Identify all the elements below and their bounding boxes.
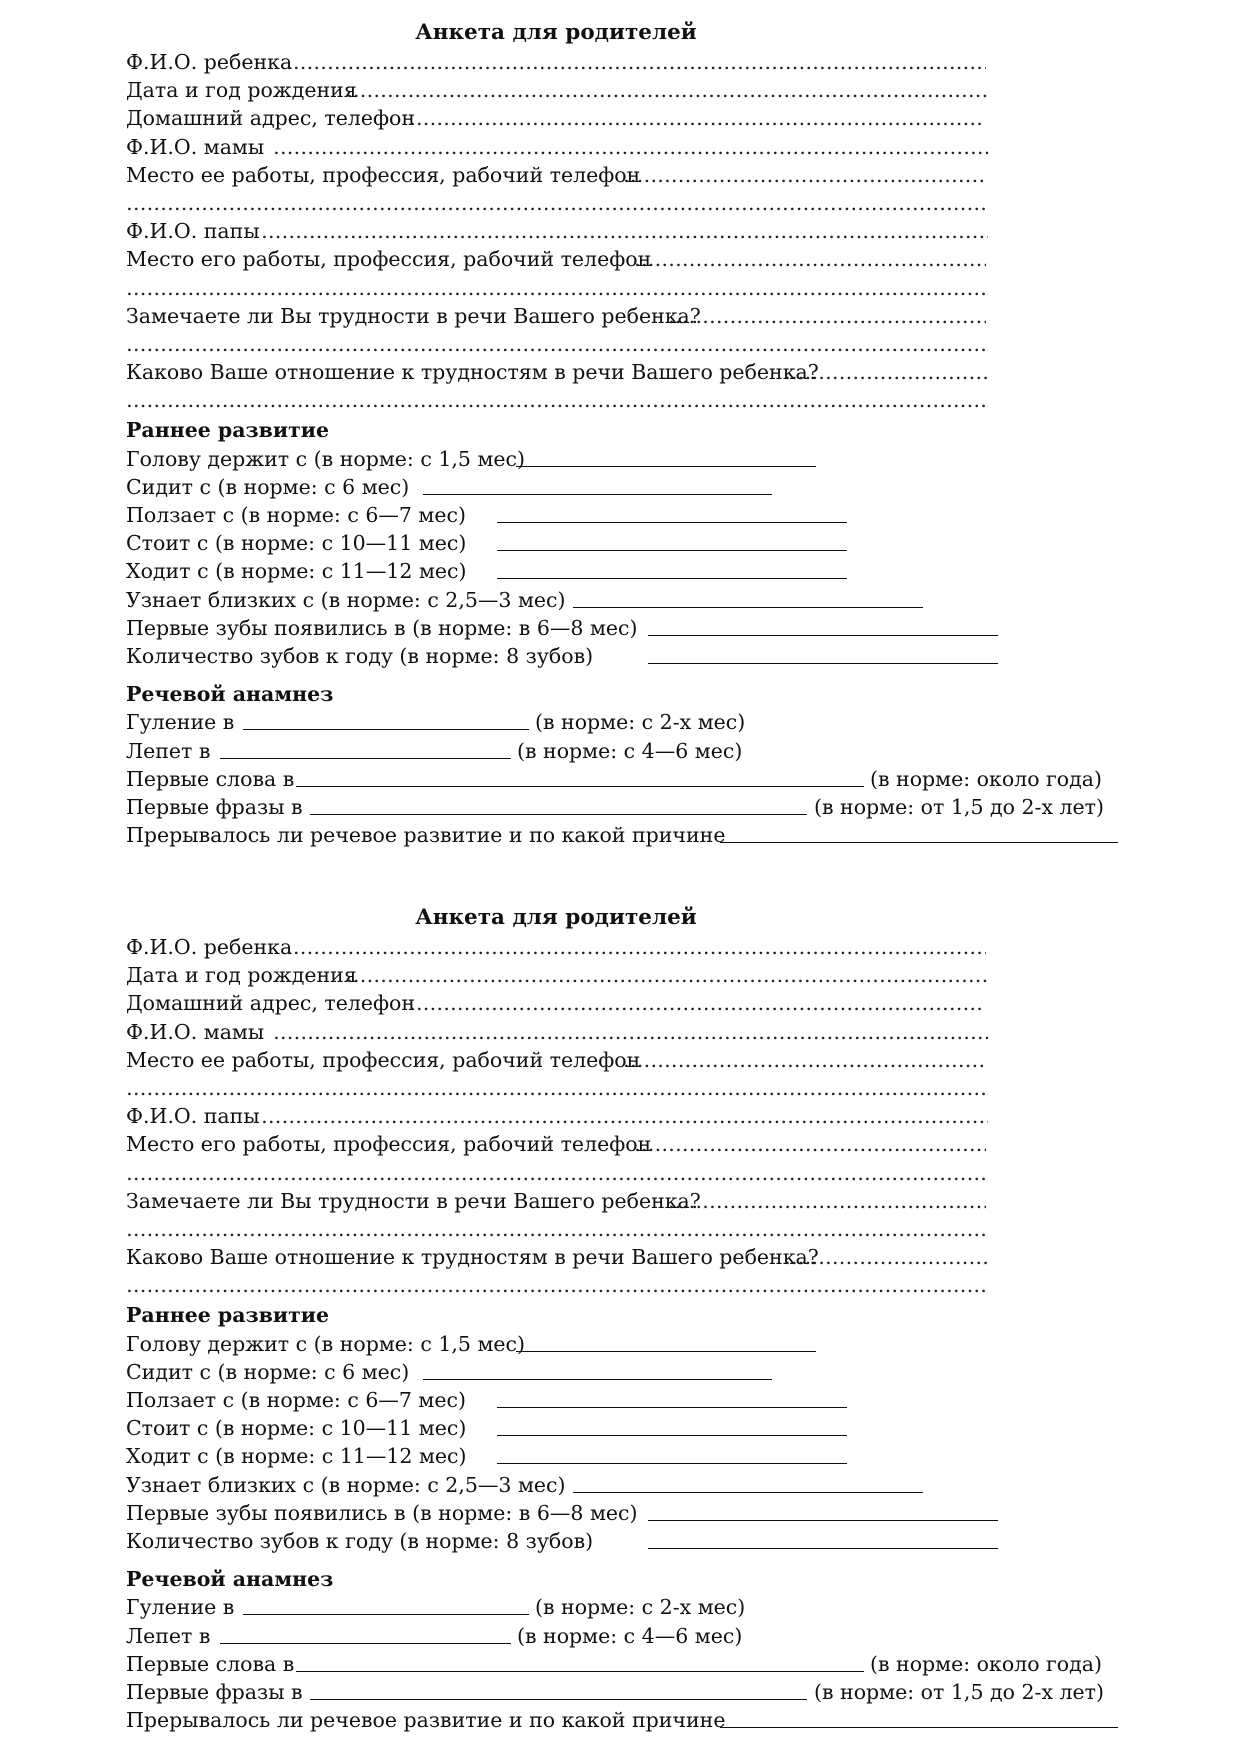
form-title: Анкета для родителей [415, 905, 697, 930]
interrupted-label: Прерывалось ли речевое развитие и по какой причине [126, 823, 726, 848]
recognizes-blank[interactable] [573, 586, 923, 614]
walking-row [126, 1442, 1126, 1470]
first-phrases-label: Первые фразы в [126, 794, 303, 819]
father-name-label: Ф.И.О. папы [126, 219, 260, 244]
mother-work-field-2[interactable] [126, 1074, 988, 1102]
mother-name-label: Ф.И.О. мамы [126, 134, 265, 159]
mother-work-field-2[interactable] [126, 189, 988, 217]
standing-blank[interactable] [497, 529, 847, 557]
interrupted-row [126, 821, 1126, 849]
difficulties-answer-field-2[interactable] [126, 330, 988, 358]
father-name-row [126, 217, 1126, 245]
cooing-blank[interactable] [243, 1593, 529, 1621]
mother-work-field[interactable] [623, 161, 983, 189]
standing-label: Стоит с (в норме: с 10—11 мес) [126, 531, 467, 556]
first-words-label: Первые слова в [126, 766, 295, 791]
head-holding-label: Голову держит с (в норме: с 1,5 мес) [126, 446, 526, 471]
standing-row [126, 529, 1126, 557]
attitude-question-row [126, 358, 1126, 386]
recognizes-blank[interactable] [573, 1471, 923, 1499]
difficulties-continuation [126, 1215, 1126, 1243]
first-phrases-blank[interactable] [310, 1678, 807, 1706]
attitude-question-label: Каково Ваше отношение к трудностям в речи Вашего ребенка? [126, 1245, 819, 1270]
attitude-answer-field[interactable] [784, 1243, 989, 1271]
attitude-question-label: Каково Ваше отношение к трудностям в речи Вашего ребенка? [126, 360, 819, 385]
address-row [126, 989, 1126, 1017]
crawling-blank[interactable] [497, 501, 847, 529]
teeth-count-label: Количество зубов к году (в норме: 8 зубов) [126, 643, 594, 668]
first-phrases-norm: (в норме: от 1,5 до 2-х лет) [814, 1679, 1105, 1704]
head-holding-blank[interactable] [516, 445, 816, 473]
mother-name-field[interactable] [273, 1018, 988, 1046]
father-work-continuation [126, 274, 1126, 302]
babble-blank[interactable] [220, 1622, 511, 1650]
father-work-row [126, 1130, 1126, 1158]
difficulties-continuation [126, 330, 1126, 358]
parent-questionnaire-2 [126, 903, 1126, 1734]
mother-name-row [126, 1018, 1126, 1046]
speech-history-heading: Речевой анамнез [126, 1567, 334, 1592]
attitude-question-row [126, 1243, 1126, 1271]
difficulties-question-row [126, 302, 1126, 330]
father-work-label: Место его работы, профессия, рабочий телефон [126, 1132, 652, 1157]
first-phrases-row [126, 793, 1126, 821]
mother-work-field[interactable] [623, 1046, 983, 1074]
father-name-label: Ф.И.О. папы [126, 1104, 260, 1129]
father-work-field[interactable] [634, 245, 986, 273]
babble-blank[interactable] [220, 737, 511, 765]
sitting-blank[interactable] [423, 1358, 772, 1386]
address-row [126, 104, 1126, 132]
teeth-count-blank[interactable] [648, 642, 998, 670]
father-name-row [126, 1102, 1126, 1130]
standing-label: Стоит с (в норме: с 10—11 мес) [126, 1416, 467, 1441]
attitude-answer-field-2[interactable] [126, 1271, 988, 1299]
first-phrases-norm: (в норме: от 1,5 до 2-х лет) [814, 794, 1105, 819]
mother-work-row [126, 1046, 1126, 1074]
teeth-count-label: Количество зубов к году (в норме: 8 зубов) [126, 1528, 594, 1553]
first-teeth-blank[interactable] [648, 1499, 998, 1527]
cooing-label: Гуление в [126, 710, 235, 735]
crawling-label: Ползает с (в норме: с 6—7 мес) [126, 503, 466, 527]
sitting-row [126, 473, 1126, 501]
walking-blank[interactable] [497, 557, 847, 585]
crawling-label: Ползает с (в норме: с 6—7 мес) [126, 1388, 466, 1412]
first-teeth-row [126, 614, 1126, 642]
cooing-row [126, 1593, 1126, 1621]
child-name-label: Ф.И.О. ребенка [126, 935, 293, 959]
mother-work-label: Место ее работы, профессия, рабочий телефон [126, 1047, 641, 1072]
standing-blank[interactable] [497, 1414, 847, 1442]
difficulties-question-label: Замечаете ли Вы трудности в речи Вашего ребенка? [126, 303, 701, 328]
recognizes-row [126, 586, 1126, 614]
first-teeth-row [126, 1499, 1126, 1527]
birth-date-field[interactable] [346, 76, 988, 104]
first-words-row [126, 1650, 1126, 1678]
cooing-label: Гуление в [126, 1595, 235, 1620]
father-work-label: Место его работы, профессия, рабочий телефон [126, 247, 652, 272]
child-name-row [126, 933, 1126, 961]
first-phrases-label: Первые фразы в [126, 1679, 303, 1704]
child-name-label: Ф.И.О. ребенка [126, 50, 293, 74]
head-holding-row [126, 1330, 1126, 1358]
first-words-label: Первые слова в [126, 1651, 295, 1676]
babble-label: Лепет в [126, 738, 211, 763]
early-development-heading: Раннее развитие [126, 1303, 330, 1328]
mother-name-row [126, 133, 1126, 161]
walking-label: Ходит с (в норме: с 11—12 мес) [126, 1444, 467, 1469]
address-label: Домашний адрес, телефон [126, 991, 416, 1016]
child-name-field[interactable] [286, 933, 986, 961]
first-words-row [126, 765, 1126, 793]
spacer [126, 1555, 1126, 1563]
attitude-continuation [126, 1271, 1126, 1299]
parent-questionnaire-1 [126, 18, 1126, 849]
early-development-heading: Раннее развитие [126, 418, 330, 443]
difficulties-question-label: Замечаете ли Вы трудности в речи Вашего ребенка? [126, 1188, 701, 1213]
crawling-row [126, 501, 1126, 529]
first-words-norm: (в норме: около года) [870, 1651, 1102, 1676]
first-phrases-row [126, 1678, 1126, 1706]
recognizes-row [126, 1471, 1126, 1499]
babble-row [126, 1622, 1126, 1650]
babble-norm: (в норме: с 4—6 мес) [517, 1623, 743, 1648]
difficulties-answer-field[interactable] [668, 302, 986, 330]
recognizes-label: Узнает близких с (в норме: с 2,5—3 мес) [126, 1472, 566, 1497]
cooing-norm: (в норме: с 2-х мес) [535, 710, 746, 735]
father-work-field-2[interactable] [126, 274, 988, 302]
teeth-count-blank[interactable] [648, 1527, 998, 1555]
father-name-field[interactable] [261, 217, 988, 245]
first-teeth-label: Первые зубы появились в (в норме: в 6—8 мес) [126, 615, 638, 640]
difficulties-answer-field-2[interactable] [126, 1215, 988, 1243]
first-teeth-label: Первые зубы появились в (в норме: в 6—8 мес) [126, 1500, 638, 1525]
father-name-field[interactable] [261, 1102, 988, 1130]
babble-row [126, 737, 1126, 765]
birth-date-field[interactable] [346, 961, 988, 989]
interrupted-blank[interactable] [720, 821, 1118, 849]
child-name-field[interactable] [286, 48, 986, 76]
difficulties-question-row [126, 1187, 1126, 1215]
sitting-row [126, 1358, 1126, 1386]
sitting-label: Сидит с (в норме: с 6 мес) [126, 1359, 410, 1384]
head-holding-label: Голову держит с (в норме: с 1,5 мес) [126, 1331, 526, 1356]
spacer [126, 670, 1126, 678]
first-teeth-blank[interactable] [648, 614, 998, 642]
father-work-field-2[interactable] [126, 1159, 988, 1187]
birth-date-label: Дата и год рождения [126, 78, 357, 103]
teeth-count-row [126, 642, 1126, 670]
birth-date-label: Дата и год рождения [126, 963, 357, 988]
interrupted-blank[interactable] [720, 1706, 1118, 1734]
first-words-norm: (в норме: около года) [870, 766, 1102, 791]
head-holding-blank[interactable] [516, 1330, 816, 1358]
walking-row [126, 557, 1126, 585]
first-phrases-blank[interactable] [310, 793, 807, 821]
cooing-norm: (в норме: с 2-х мес) [535, 1595, 746, 1620]
father-work-continuation [126, 1159, 1126, 1187]
babble-label: Лепет в [126, 1623, 211, 1648]
address-field[interactable] [409, 104, 984, 132]
mother-work-continuation [126, 189, 1126, 217]
mother-work-label: Место ее работы, профессия, рабочий телефон [126, 162, 641, 187]
form-title: Анкета для родителей [415, 20, 697, 45]
crawling-blank[interactable] [497, 1386, 847, 1414]
attitude-continuation [126, 386, 1126, 414]
difficulties-answer-field[interactable] [668, 1187, 986, 1215]
mother-name-field[interactable] [273, 133, 988, 161]
interrupted-row [126, 1706, 1126, 1734]
first-words-blank[interactable] [296, 765, 864, 793]
attitude-answer-field-2[interactable] [126, 386, 988, 414]
cooing-row [126, 708, 1126, 736]
birth-date-row [126, 76, 1126, 104]
sitting-label: Сидит с (в норме: с 6 мес) [126, 474, 410, 499]
child-name-row [126, 48, 1126, 76]
walking-label: Ходит с (в норме: с 11—12 мес) [126, 559, 467, 584]
birth-date-row [126, 961, 1126, 989]
walking-blank[interactable] [497, 1442, 847, 1470]
mother-work-continuation [126, 1074, 1126, 1102]
address-label: Домашний адрес, телефон [126, 106, 416, 131]
mother-name-label: Ф.И.О. мамы [126, 1019, 265, 1044]
speech-history-heading: Речевой анамнез [126, 682, 334, 707]
recognizes-label: Узнает близких с (в норме: с 2,5—3 мес) [126, 587, 566, 612]
cooing-blank[interactable] [243, 708, 529, 736]
sitting-blank[interactable] [423, 473, 772, 501]
father-work-row [126, 245, 1126, 273]
head-holding-row [126, 445, 1126, 473]
babble-norm: (в норме: с 4—6 мес) [517, 738, 743, 763]
first-words-blank[interactable] [296, 1650, 864, 1678]
interrupted-label: Прерывалось ли речевое развитие и по какой причине [126, 1708, 726, 1733]
crawling-row [126, 1386, 1126, 1414]
attitude-answer-field[interactable] [784, 358, 989, 386]
father-work-field[interactable] [634, 1130, 986, 1158]
standing-row [126, 1414, 1126, 1442]
mother-work-row [126, 161, 1126, 189]
teeth-count-row [126, 1527, 1126, 1555]
address-field[interactable] [409, 989, 984, 1017]
